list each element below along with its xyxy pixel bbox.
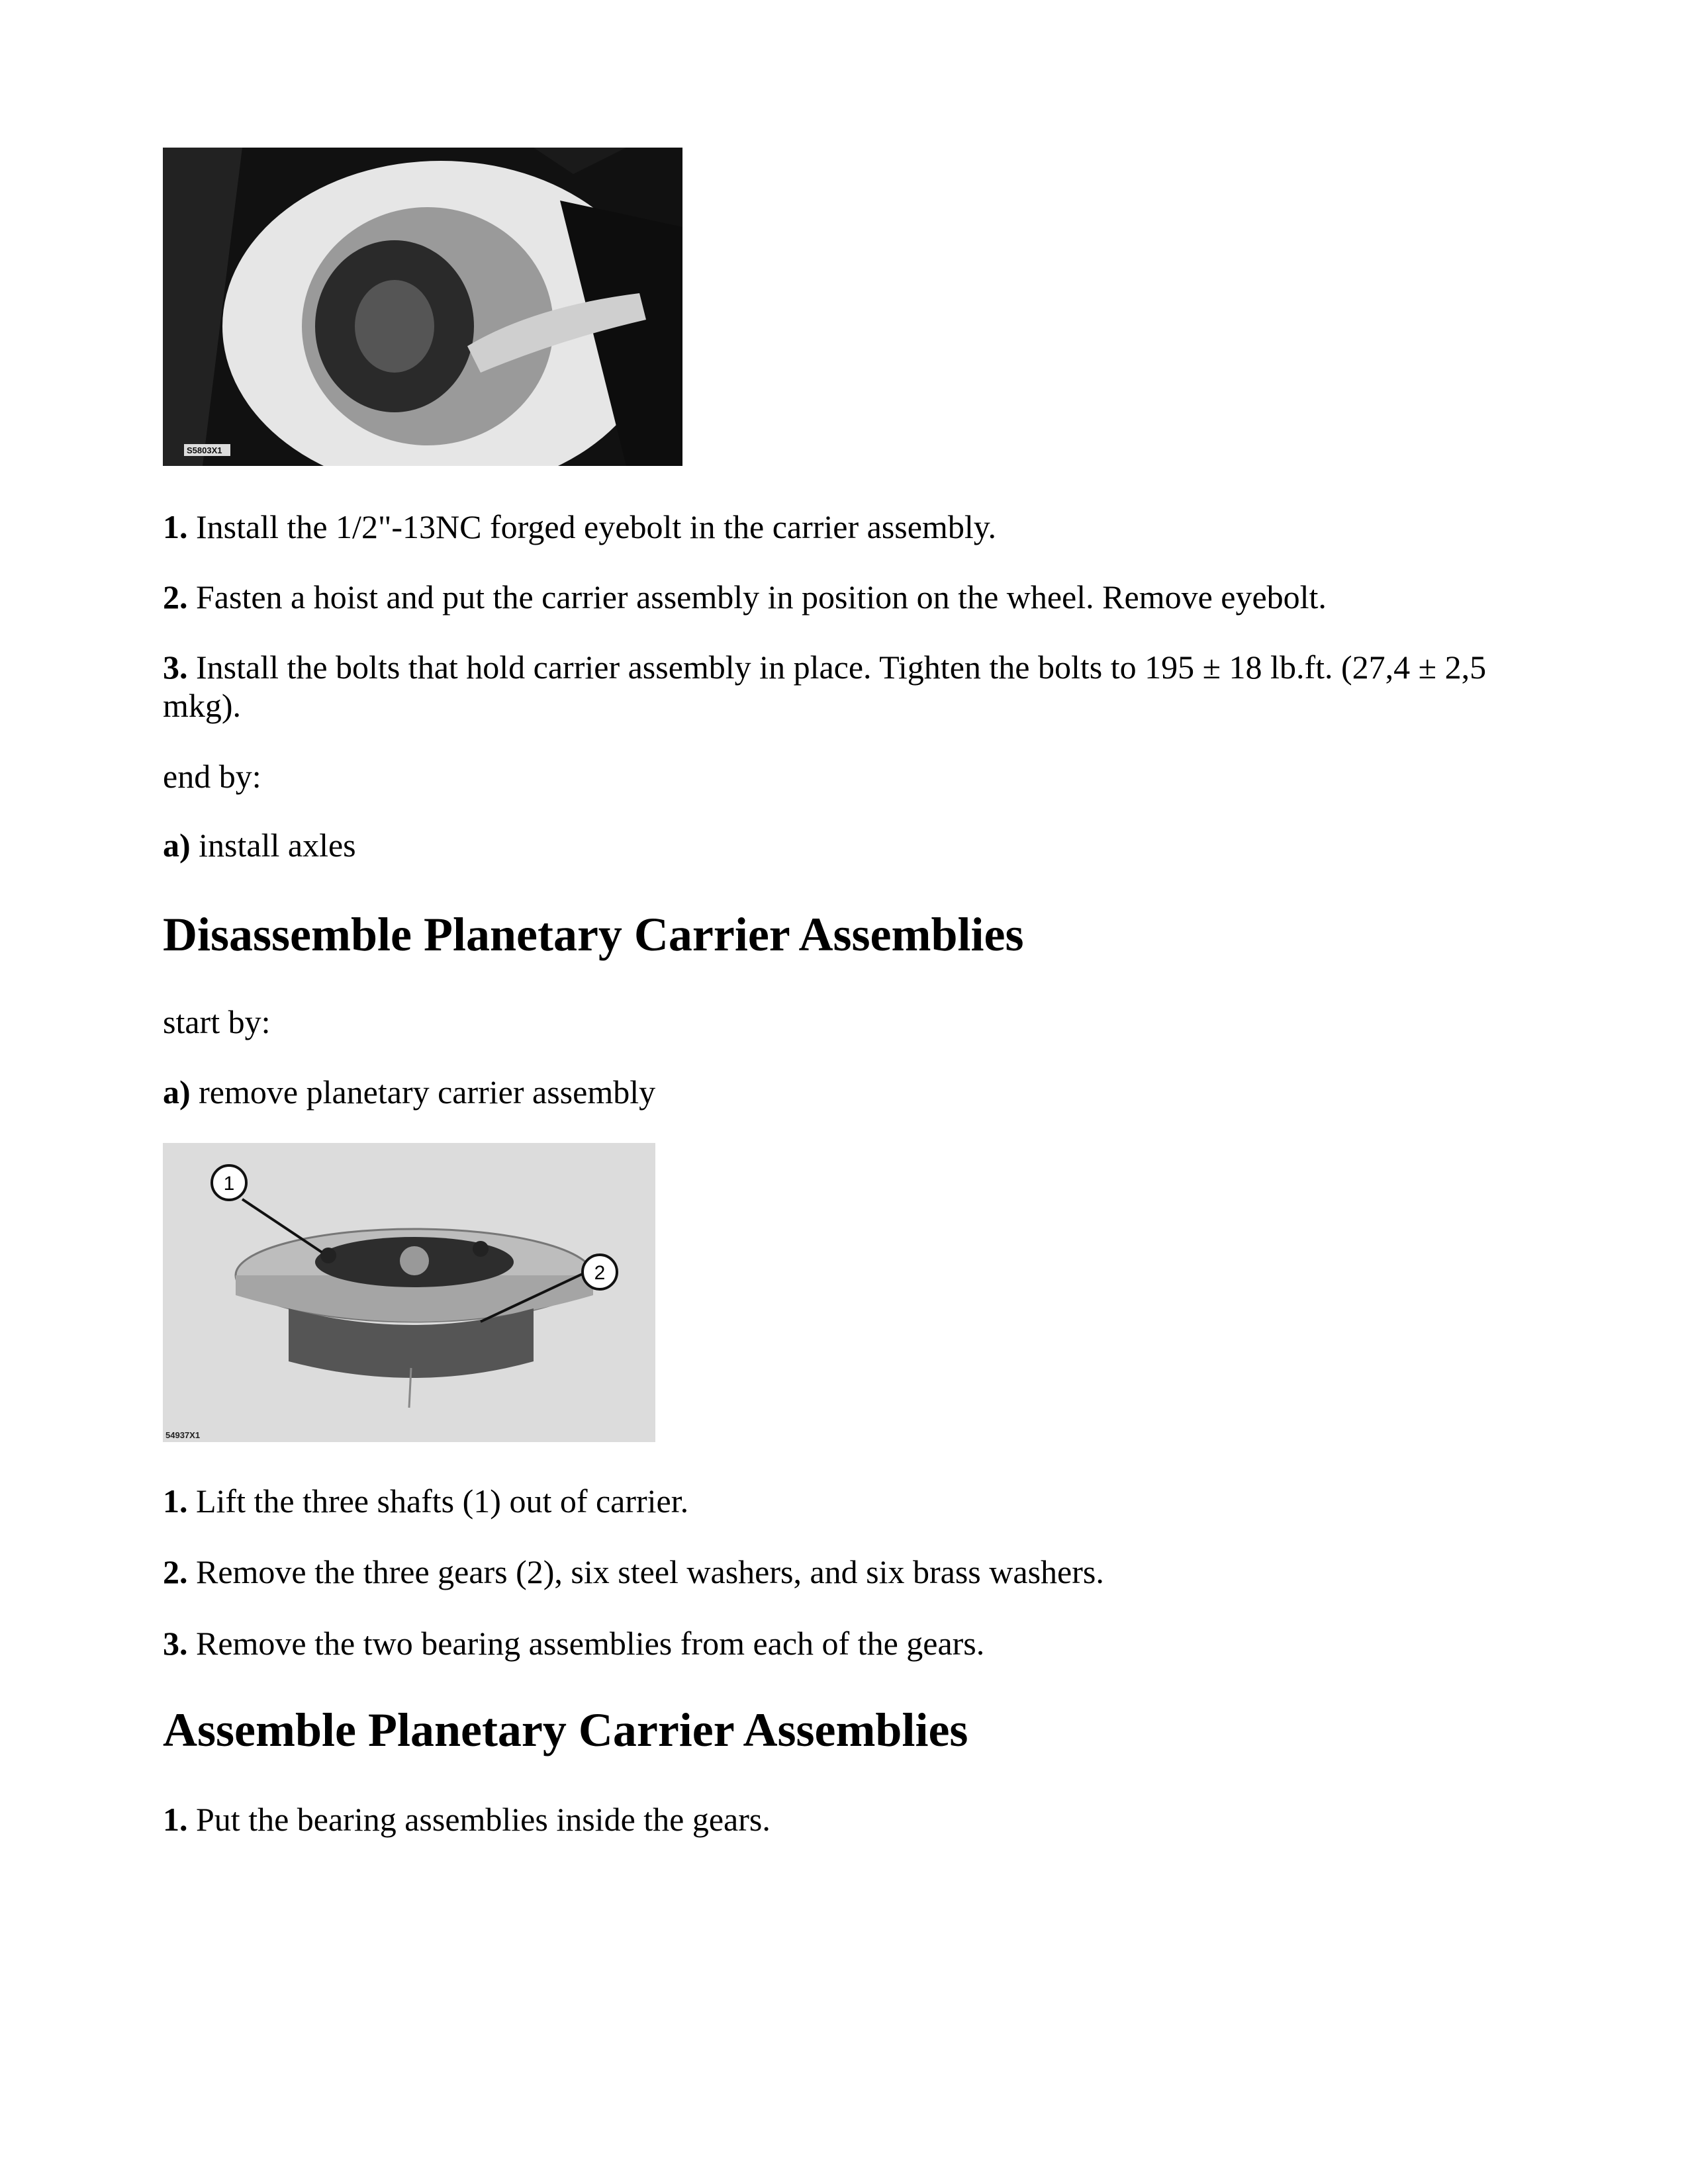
step-text: Put the bearing assemblies inside the gears. [187, 1801, 771, 1838]
step-number: 1. [163, 508, 188, 545]
item-letter: a) [163, 827, 191, 864]
step-2 [163, 578, 1327, 616]
step-text: Install the 1/2"-13NC forged eyebolt in the carrier assembly. [187, 508, 996, 545]
step-number: 3. [163, 1625, 188, 1662]
step-number: 1. [163, 1801, 188, 1838]
step-text: Remove the three gears (2), six steel washers, and six brass washers. [187, 1553, 1104, 1590]
step-3-continued: mkg). [163, 687, 242, 724]
item-text: remove planetary carrier assembly [190, 1073, 656, 1111]
callout-2: 2 [594, 1262, 606, 1284]
figure-label: S5803X1 [187, 445, 222, 455]
end-by-label: end by: [163, 758, 261, 795]
step-text: Install the bolts that hold carrier assembly in place. Tighten the bolts to 195 ± 18 lb.ft. (27,4 ± 2,5 [187, 649, 1487, 686]
item-letter: a) [163, 1073, 191, 1111]
disassemble-step-2 [163, 1553, 1104, 1591]
step-1 [163, 508, 996, 546]
section-heading-assemble: Assemble Planetary Carrier Assemblies [163, 1704, 968, 1756]
step-text: Fasten a hoist and put the carrier assembly in position on the wheel. Remove eyebolt. [187, 578, 1327, 615]
assemble-step-1 [163, 1800, 771, 1839]
step-number: 1. [163, 1482, 188, 1520]
disassemble-step-3 [163, 1624, 984, 1662]
start-item-a [163, 1073, 655, 1111]
step-text: Lift the three shafts (1) out of carrier. [187, 1482, 689, 1520]
start-by-label: start by: [163, 1003, 271, 1040]
figure-carrier-install-photo [163, 148, 682, 466]
section-heading-disassemble: Disassemble Planetary Carrier Assemblies [163, 908, 1024, 961]
step-number: 2. [163, 578, 188, 615]
disassemble-step-1 [163, 1482, 688, 1520]
end-item-a [163, 826, 356, 864]
figure-label: 54937X1 [165, 1430, 201, 1440]
planetary-carrier-photo [163, 1143, 655, 1442]
step-number: 3. [163, 649, 188, 686]
step-number: 2. [163, 1553, 188, 1590]
carrier-install-photo [163, 148, 682, 466]
callout-1: 1 [223, 1173, 235, 1195]
item-text: install axles [190, 827, 356, 864]
step-text: Remove the two bearing assemblies from each of the gears. [187, 1625, 985, 1662]
figure-planetary-carrier-photo [163, 1143, 655, 1442]
step-3 [163, 648, 1486, 686]
